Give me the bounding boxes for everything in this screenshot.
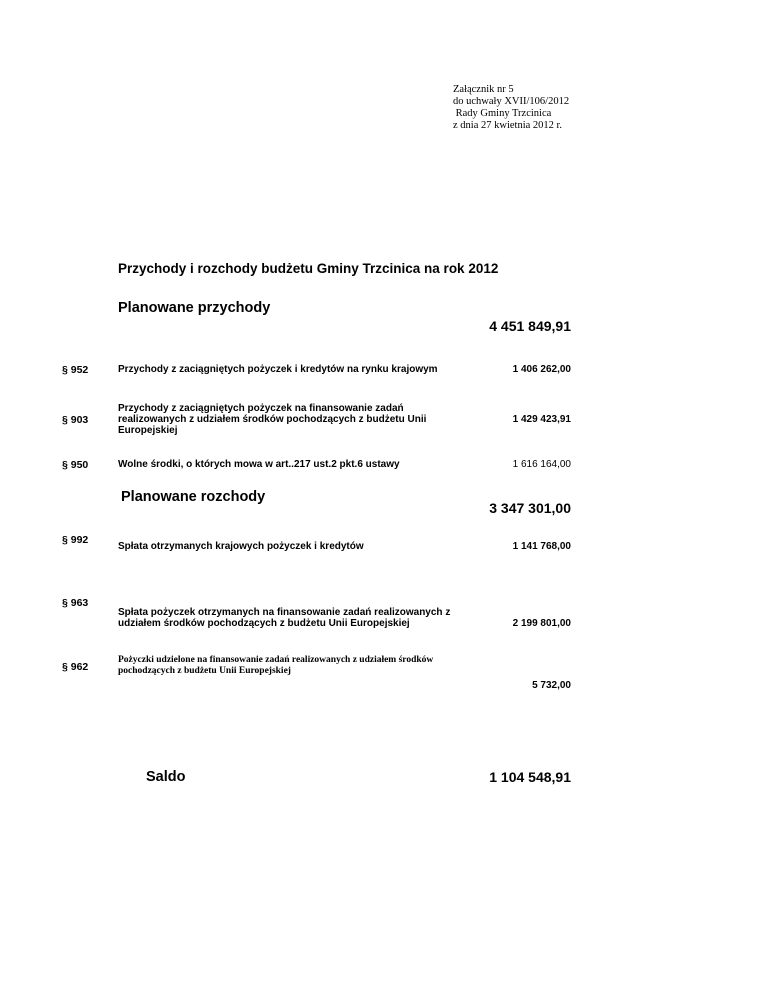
- saldo-amount: 1 104 548,91: [489, 769, 571, 785]
- expense-amount-992: 1 141 768,00: [512, 541, 571, 552]
- income-total: 4 451 849,91: [489, 318, 571, 334]
- expense-para-992: § 992: [62, 534, 89, 546]
- expenses-heading: Planowane rozchody: [121, 489, 266, 505]
- expenses-total: 3 347 301,00: [489, 500, 571, 516]
- saldo-label: Saldo: [146, 769, 186, 785]
- expense-desc-963: Spłata pożyczek otrzymanych na finansowanie zadań realizowanych z udziałem środków pochodzących z budżetu Unii Europejskiej: [118, 607, 451, 629]
- income-desc-903: Przychody z zaciągniętych pożyczek na finansowanie zadań realizowanych z udziałem środków pochodzących z budżetu Unii Europejskiej: [118, 403, 427, 436]
- income-para-950: § 950: [62, 459, 89, 471]
- attachment-note-line: do uchwały XVII/106/2012: [453, 96, 570, 107]
- page-title: Przychody i rozchody budżetu Gminy Trzcinica na rok 2012: [118, 261, 499, 276]
- income-desc-950: Wolne środki, o których mowa w art..217 ust.2 pkt.6 ustawy: [118, 459, 400, 470]
- expense-amount-962: 5 732,00: [532, 680, 571, 691]
- expense-desc-992: Spłata otrzymanych krajowych pożyczek i kredytów: [118, 541, 364, 552]
- expense-para-963: § 963: [62, 597, 89, 609]
- attachment-note-line: Załącznik nr 5: [453, 84, 514, 95]
- expense-desc-962: Pożyczki udzielone na finansowanie zadań realizowanych z udziałem środków pochodzących z budżetu Unii Europejskiej: [118, 655, 434, 676]
- income-para-903: § 903: [62, 414, 89, 426]
- income-para-952: § 952: [62, 364, 89, 376]
- income-amount-952: 1 406 262,00: [512, 364, 571, 375]
- income-amount-903: 1 429 423,91: [512, 414, 571, 425]
- expense-amount-963: 2 199 801,00: [512, 618, 571, 629]
- attachment-note-line: z dnia 27 kwietnia 2012 r.: [453, 120, 563, 131]
- attachment-note-line: Rady Gminy Trzcinica: [453, 108, 552, 119]
- income-heading: Planowane przychody: [118, 300, 271, 316]
- income-amount-950: 1 616 164,00: [512, 459, 571, 470]
- income-desc-952: Przychody z zaciągniętych pożyczek i kredytów na rynku krajowym: [118, 364, 438, 375]
- expense-para-962: § 962: [62, 661, 89, 673]
- attachment-note: [453, 84, 569, 132]
